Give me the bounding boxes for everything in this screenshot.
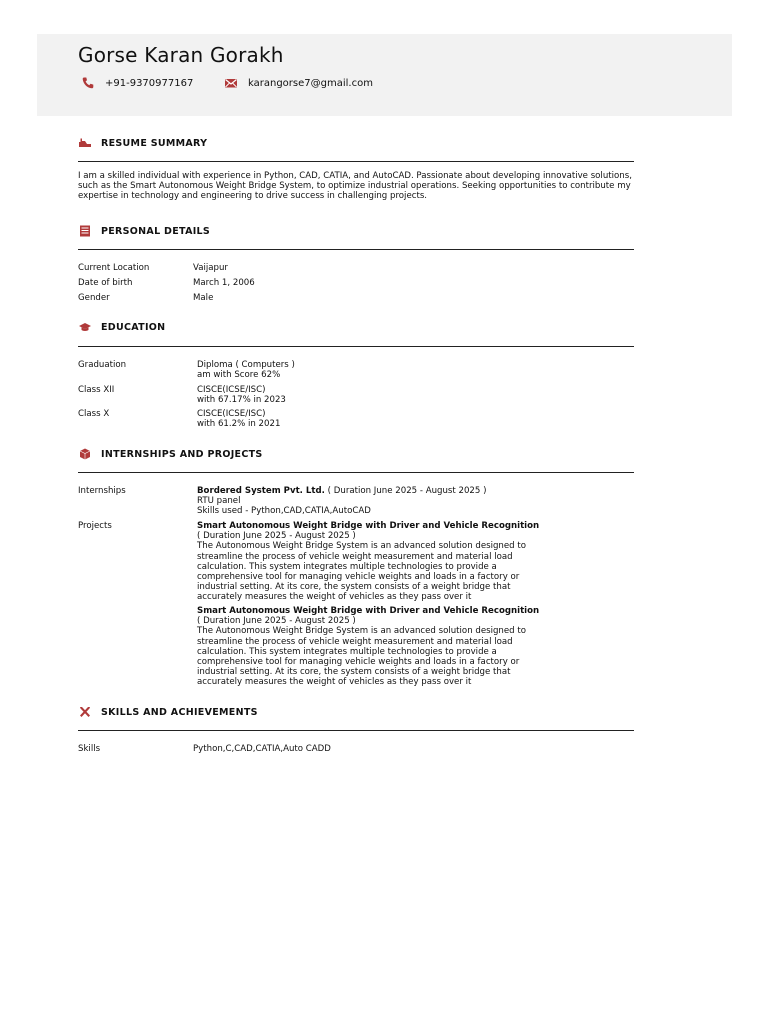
project-name: Smart Autonomous Weight Bridge with Driver and Vehicle Recognition — [197, 606, 540, 616]
project-description: The Autonomous Weight Bridge System is an advanced solution designed to streamline the process of vehicle weight measurement and material load calculation. This system integrates multiple technologies to provide a comprehensive tool for managing vehicle weights and loads in a factory or industrial setting. At its core, the system consists of a weight bridge that accurately measures the weight of vehicles as they pass over it — [197, 541, 526, 603]
internship-role: RTU panel — [197, 496, 241, 507]
education-label: Class XII — [78, 385, 115, 395]
education-score: with 61.2% in 2021 — [197, 419, 281, 430]
internships-divider — [78, 472, 634, 473]
internship-label: Internships — [78, 486, 126, 496]
education-board: CISCE(ICSE/ISC) — [197, 409, 266, 419]
personal-label: Date of birth — [78, 278, 133, 288]
summary-text: I am a skilled individual with experience in Python, CAD, CATIA, and AutoCAD. Passionate about developing innovative solutions, such as the Smart Autonomous Weight Bridge System, to optimize industrial operations. Seeking opportunities to contribute my expertise in technology and engineering to drive success in challenging projects. — [78, 171, 632, 202]
id-card-icon — [78, 225, 92, 237]
project-duration: ( Duration June 2025 - August 2025 ) — [197, 616, 356, 627]
education-title: EDUCATION — [101, 321, 166, 333]
summary-title: RESUME SUMMARY — [101, 137, 208, 149]
candidate-name: Gorse Karan Gorakh — [78, 43, 284, 67]
phone-icon — [81, 76, 95, 90]
skills-title: SKILLS AND ACHIEVEMENTS — [101, 706, 258, 718]
skills-label: Skills — [78, 744, 101, 754]
phone-contact — [81, 76, 193, 90]
skills-heading — [78, 706, 634, 718]
internships-heading — [78, 448, 634, 460]
resume-header — [37, 34, 732, 116]
personal-label: Gender — [78, 293, 110, 303]
skills-divider — [78, 730, 634, 731]
project-name: Smart Autonomous Weight Bridge with Driver and Vehicle Recognition — [197, 521, 540, 531]
summary-heading — [78, 137, 634, 149]
mail-icon — [224, 76, 238, 90]
tools-icon — [78, 706, 92, 718]
personal-label: Current Location — [78, 263, 150, 273]
cube-icon — [78, 448, 92, 460]
personal-title: PERSONAL DETAILS — [101, 225, 211, 237]
education-score: with 67.17% in 2023 — [197, 395, 286, 406]
personal-value: Vaijapur — [193, 263, 228, 273]
project-duration: ( Duration June 2025 - August 2025 ) — [197, 531, 356, 542]
education-score: am with Score 62% — [197, 370, 281, 381]
education-degree: Diploma ( Computers ) — [197, 360, 295, 370]
email-address: karangorse7@gmail.com — [248, 77, 373, 89]
education-board: CISCE(ICSE/ISC) — [197, 385, 266, 395]
project-description: The Autonomous Weight Bridge System is an advanced solution designed to streamline the process of vehicle weight measurement and material load calculation. This system integrates multiple technologies to provide a comprehensive tool for managing vehicle weights and loads in a factory or industrial setting. At its core, the system consists of a weight bridge that accurately measures the weight of vehicles as they pass over it — [197, 626, 526, 688]
education-label: Class X — [78, 409, 110, 419]
personal-divider — [78, 249, 634, 250]
education-divider — [78, 346, 634, 347]
projects-label: Projects — [78, 521, 112, 531]
internship-skills: Skills used - Python,CAD,CATIA,AutoCAD — [197, 506, 371, 517]
education-label: Graduation — [78, 360, 127, 370]
internships-title: INTERNSHIPS AND PROJECTS — [101, 448, 263, 460]
graduation-cap-icon — [78, 321, 92, 333]
summary-divider — [78, 161, 634, 162]
personal-value: Male — [193, 293, 214, 303]
skills-value: Python,C,CAD,CATIA,Auto CADD — [193, 744, 331, 754]
internship-duration: ( Duration June 2025 - August 2025 ) — [324, 486, 487, 496]
internship-company: Bordered System Pvt. Ltd. — [197, 486, 325, 496]
email-contact — [224, 76, 373, 90]
personal-value: March 1, 2006 — [193, 278, 255, 288]
briefcase-icon — [78, 137, 92, 149]
personal-heading — [78, 225, 634, 237]
education-heading — [78, 321, 634, 333]
phone-number: +91-9370977167 — [105, 77, 194, 89]
